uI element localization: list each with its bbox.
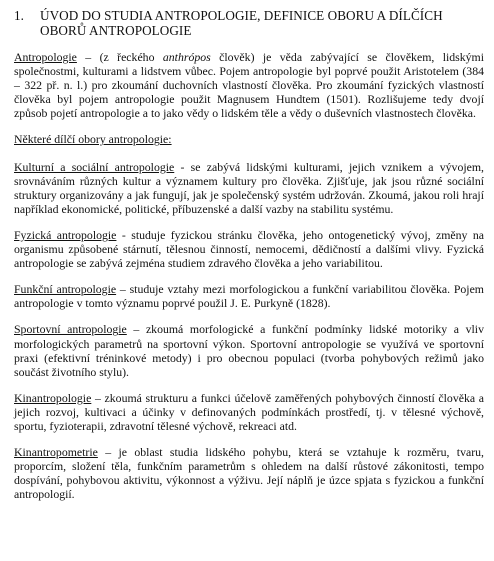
field-term: Funkční antropologie [14, 282, 117, 297]
field-text: – zkoumá strukturu a funkci účelově zaměřených pohybových činností člověka a jejich rozvoj, kultivaci a účinky v definovaných podmínkách prostředí, tj. v tělesné výchově, sportu, fyzioterapii, zdravotní tělesné výchově, rekreaci atd. [14, 390, 484, 433]
field-term: Kinantropometrie [14, 445, 98, 460]
chapter-title: ÚVOD DO STUDIA ANTROPOLOGIE, DEFINICE OBORU A DÍLČÍCH OBORŮ ANTROPOLOGIE [40, 8, 443, 38]
field-paragraph-sports [14, 322, 484, 378]
field-text: - se zabývá lidskými kulturami, jejich vznikem a vývojem, srovnáváním různých kultur a významem kultury pro člověka. Zjišťuje, jak jsou různé sociální struktury organizovány a jak fungují, jak je společenský systém udržován. Zkoumá, jakou roli hrají například ekonomické, politické, příbuzenské a další vazby na stabilitu systému. [14, 159, 484, 216]
field-paragraph-kinanthropometry [14, 445, 484, 501]
field-paragraph-functional [14, 282, 484, 310]
field-text: – studuje vztahy mezi morfologickou a funkční variabilitou člověka. Pojem antropologie v tomto významu poprvé použil J. E. Purkyně (1828). [14, 282, 484, 311]
field-term: Sportovní antropologie [14, 322, 127, 337]
field-paragraph-physical [14, 228, 484, 270]
subfields-heading: Některé dílčí obory antropologie: [14, 132, 172, 147]
intro-text-1: – (z řeckého [76, 50, 163, 64]
field-paragraph-kinanthropology [14, 391, 484, 433]
field-text: – je oblast studia lidského pohybu, která se vztahuje k rozměru, tvaru, proporcím, složení těla, funkčním parametrům s ohledem na další růstové zákonitosti, tempo dospívání, pohybovou aktivitu, výkonnost a výživu. Její náplň je úzce spjata s fyzickou a funkční antropologií. [14, 445, 484, 502]
intro-text-2: člověk) je věda zabývající se člověkem, lidskými společnostmi, kulturami a lidstvem vůbec. Pojem antropologie byl poprvé použit Aristotelem (384 – 322 př. n. l.) pro zkoumání duchovních vlastností člověka. Pro zkoumání fyzických vlastností člověka byl pojem antropologie použit Magnusem Hundtem (1501). Rozlišujeme tedy dvojí způsob pojetí antropologie a to jako vědy o lidském těle a vědy o duševních vlastnostech člověka. [14, 50, 484, 121]
field-term: Fyzická antropologie [14, 227, 117, 242]
chapter-number: 1. [14, 8, 24, 23]
intro-paragraph [14, 50, 484, 120]
field-text: - studuje fyzickou stránku člověka, jeho ontogenetický vývoj, změny na organismu způsobené stárnutí, tělesnou činností, nemocemi, dědičností a dalšími vlivy. Fyzická antropologie se zabývá zejména studiem zdravého člověka a jeho variabilitou. [14, 227, 485, 271]
intro-term: Antropologie [14, 50, 77, 64]
chapter-heading [14, 8, 484, 38]
field-text: – zkoumá morfologické a funkční podmínky lidské motoriky a vliv morfologických parametrů na sportovní výkon. Sportovní antropologie se využívá ve sportovní praxi (efektivní tréninkové metody) i pro obecnou populaci (tvorba pohybových režimů jako součást životního stylu). [14, 322, 484, 379]
field-paragraph-cultural [14, 160, 484, 216]
intro-greek-word: anthrópos [162, 50, 211, 64]
field-term: Kulturní a sociální antropologie [14, 159, 175, 174]
field-term: Kinantropologie [14, 390, 92, 405]
